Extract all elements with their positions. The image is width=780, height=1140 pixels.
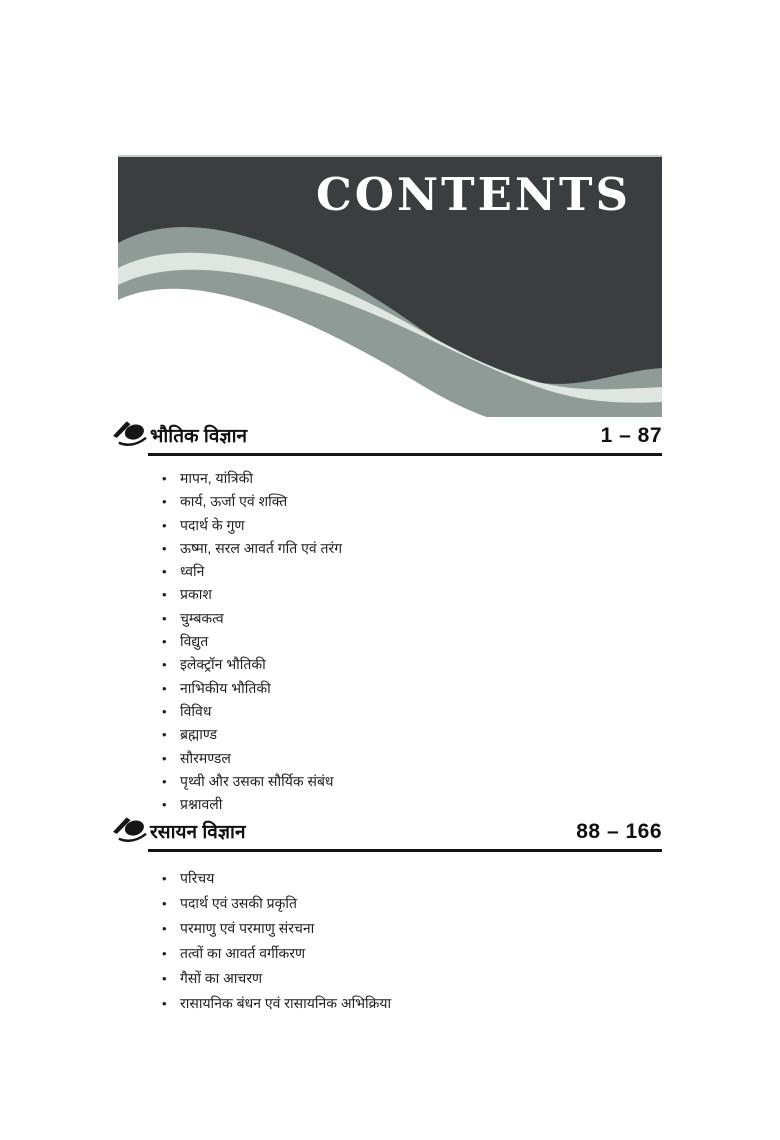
bullet-icon: •	[162, 471, 167, 486]
toc-item-label: परमाणु एवं परमाणु संरचना	[180, 920, 315, 936]
toc-item	[148, 916, 628, 941]
toc-item-label: रासायनिक बंधन एवं रासायनिक अभिक्रिया	[180, 995, 392, 1011]
section-header-physics	[113, 419, 662, 456]
bullet-icon: •	[162, 587, 167, 603]
toc-item	[148, 941, 628, 966]
contents-title: CONTENTS	[315, 168, 631, 221]
toc-item	[148, 966, 628, 991]
toc-item-label: चुम्बकत्व	[180, 609, 224, 626]
toc-item-label: इलेक्ट्रॉन भौतिकी	[180, 656, 266, 673]
toc-item	[148, 607, 628, 630]
bullet-icon: •	[162, 871, 167, 886]
bullet-icon: •	[162, 750, 167, 766]
toc-item	[148, 891, 628, 916]
bullet-icon: •	[162, 896, 167, 911]
toc-item-label: मापन, यांत्रिकी	[180, 470, 253, 486]
bullet-icon: •	[162, 727, 167, 743]
toc-item	[148, 583, 628, 606]
bullet-icon: •	[162, 494, 167, 510]
bullet-icon: •	[162, 657, 167, 673]
toc-item-label: पदार्थ एवं उसकी प्रकृति	[180, 895, 297, 911]
toc-item-label: पृथ्वी और उसका सौर्यिक संबंध	[180, 772, 334, 789]
toc-item-label: विविध	[180, 702, 212, 719]
toc-item-label: पदार्थ के गुण	[180, 516, 245, 533]
writing-hand-icon	[113, 815, 148, 847]
bullet-icon: •	[162, 610, 167, 626]
toc-item-label: ब्रह्माण्ड	[180, 726, 217, 743]
section-title: रसायन विज्ञान	[150, 822, 246, 843]
toc-item	[148, 770, 628, 793]
section-rule	[148, 820, 662, 852]
toc-item-label: प्रश्नावली	[180, 796, 223, 813]
bullet-icon: •	[162, 680, 167, 696]
toc-item-label: विद्युत	[180, 633, 209, 650]
chemistry-topic-list	[148, 866, 628, 1016]
writing-hand-icon	[113, 419, 148, 451]
toc-item	[148, 677, 628, 700]
toc-item-label: परिचय	[180, 870, 215, 886]
section-title: भौतिक विज्ञान	[150, 426, 248, 447]
toc-item	[148, 514, 628, 537]
toc-item-label: कार्य, ऊर्जा एवं शक्ति	[180, 493, 288, 510]
toc-item-label: प्रकाश	[180, 586, 212, 603]
toc-item	[148, 866, 628, 891]
toc-item	[148, 653, 628, 676]
bullet-icon: •	[162, 773, 167, 789]
toc-item	[148, 467, 628, 490]
physics-topic-list	[148, 467, 628, 816]
bullet-icon: •	[162, 540, 167, 556]
toc-item-label: ध्वनि	[180, 563, 205, 580]
toc-item-label: नाभिकीय भौतिकी	[180, 679, 271, 696]
toc-item	[148, 991, 628, 1016]
section-header-chemistry	[113, 815, 662, 852]
contents-banner	[118, 155, 662, 417]
section-page-range: 88 – 166	[576, 820, 662, 843]
bullet-icon: •	[162, 564, 167, 580]
toc-item-label: तत्वों का आवर्त वर्गीकरण	[180, 945, 306, 961]
toc-item	[148, 490, 628, 513]
toc-item	[148, 560, 628, 583]
bullet-icon: •	[162, 797, 167, 813]
bullet-icon: •	[162, 996, 167, 1011]
section-page-range: 1 – 87	[600, 424, 662, 447]
bullet-icon: •	[162, 703, 167, 719]
toc-item	[148, 723, 628, 746]
bullet-icon: •	[162, 921, 167, 936]
toc-item	[148, 747, 628, 770]
bullet-icon: •	[162, 517, 167, 533]
toc-item	[148, 537, 628, 560]
bullet-icon: •	[162, 946, 167, 961]
toc-item	[148, 700, 628, 723]
toc-item	[148, 793, 628, 816]
section-rule	[148, 424, 662, 456]
toc-item-label: ऊष्मा, सरल आवर्त गति एवं तरंग	[180, 539, 343, 556]
toc-item-label: सौरमण्डल	[180, 749, 231, 766]
bullet-icon: •	[162, 634, 167, 650]
toc-item	[148, 630, 628, 653]
toc-item-label: गैसों का आचरण	[180, 970, 263, 986]
bullet-icon: •	[162, 971, 167, 986]
